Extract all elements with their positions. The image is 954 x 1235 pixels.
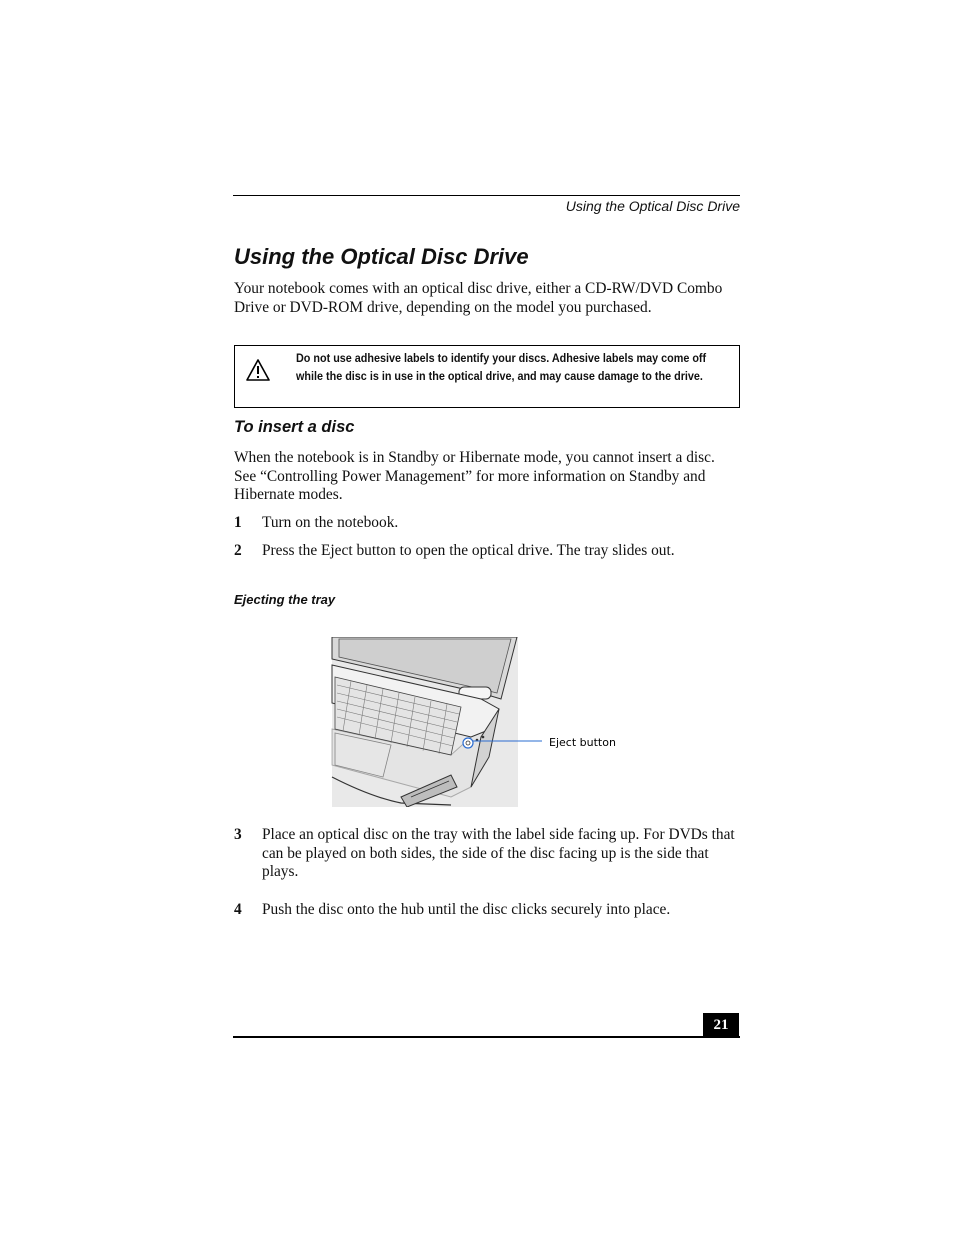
step-number: 3 [234,826,242,843]
eject-button-callout: Eject button [549,736,616,749]
intro-paragraph: Your notebook comes with an optical disc drive, either a CD-RW/DVD Combo Drive or DVD-ROM drive, depending on the model you purchased. [234,280,723,316]
section-heading: To insert a disc [234,418,355,436]
warning-box [234,345,740,408]
step-text: Press the Eject button to open the optical drive. The tray slides out. [262,542,675,559]
step-number: 2 [234,542,242,559]
page-number: 21 [703,1013,739,1037]
step-text: Place an optical disc on the tray with the label side facing up. For DVDs that can be played on both sides, the side of the disc facing up is the side that plays. [262,826,735,881]
warning-triangle-icon [245,358,271,382]
footer-rule [233,1036,740,1038]
laptop-illustration [331,637,631,807]
step-text: Turn on the notebook. [262,514,399,531]
step-text: Push the disc onto the hub until the disc clicks securely into place. [262,901,671,918]
page-title: Using the Optical Disc Drive [234,244,529,269]
step-number: 1 [234,514,242,531]
warning-text: Do not use adhesive labels to identify your discs. Adhesive labels may come off while the disc is in use in the optical drive, and may cause damage to the drive. [296,351,707,383]
section-intro: When the notebook is in Standby or Hibernate mode, you cannot insert a disc. See “Controlling Power Management” for more information on Standby and Hibernate modes. [234,449,715,504]
running-head: Using the Optical Disc Drive [565,198,740,214]
header-rule [233,195,740,196]
step-number: 4 [234,901,242,918]
figure-caption: Ejecting the tray [234,592,336,607]
